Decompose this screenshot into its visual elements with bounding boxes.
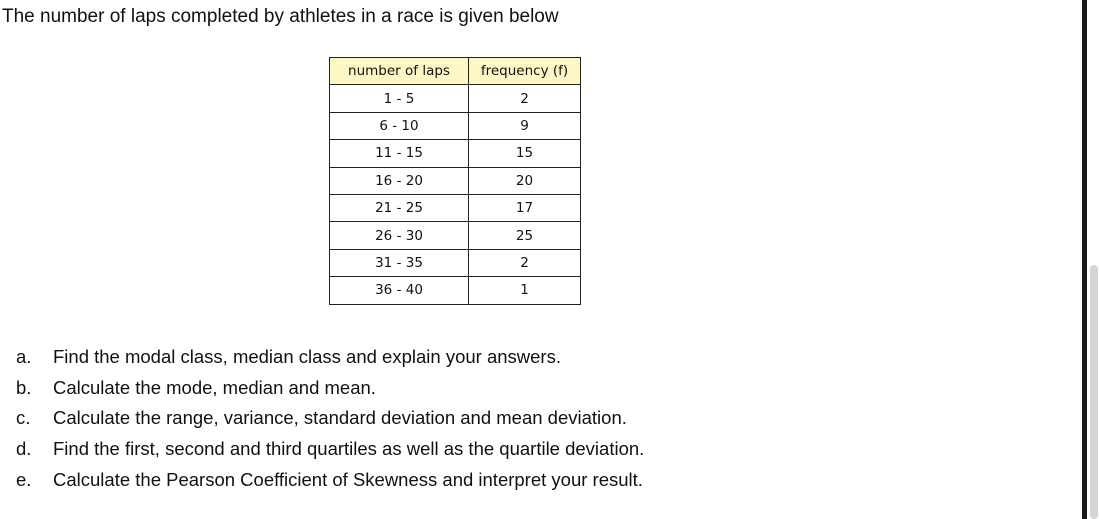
frequency-cell: 15 (469, 140, 581, 167)
table-row (330, 194, 581, 221)
scrollbar-thumb[interactable] (1090, 265, 1098, 519)
question-text: Calculate the range, variance, standard deviation and mean deviation. (53, 407, 627, 429)
table-row (330, 140, 581, 167)
question-letter: d. (16, 438, 32, 460)
question-letter: a. (16, 346, 32, 367)
question-text: Find the first, second and third quartiles as well as the quartile deviation. (53, 438, 645, 460)
table-row (330, 85, 581, 112)
question-letter: e. (16, 468, 32, 490)
frequency-cell: 2 (469, 85, 581, 112)
vertical-scrollbar[interactable] (1082, 0, 1099, 519)
question-item (16, 434, 644, 465)
frequency-cell: 25 (469, 222, 581, 249)
table-row (330, 222, 581, 249)
question-item (16, 403, 644, 434)
question-item (16, 342, 644, 373)
laps-cell: 26 - 30 (330, 222, 469, 249)
question-item (16, 465, 644, 496)
frequency-cell: 2 (469, 249, 581, 276)
laps-cell: 36 - 40 (330, 277, 469, 304)
question-letter: b. (16, 376, 32, 398)
laps-cell: 6 - 10 (330, 112, 469, 139)
table-row (330, 167, 581, 194)
question-text: Calculate the mode, median and mean. (53, 376, 376, 398)
table-row (330, 277, 581, 304)
header-number-of-laps: number of laps (330, 58, 469, 85)
question-list (16, 342, 644, 496)
page-edge-divider (1082, 0, 1087, 519)
frequency-cell: 20 (469, 167, 581, 194)
table-row (330, 249, 581, 276)
intro-text: The number of laps completed by athletes in a race is given below (2, 6, 559, 27)
laps-cell: 11 - 15 (330, 140, 469, 167)
table-header-row (330, 58, 581, 85)
question-text: Calculate the Pearson Coefficient of Skewness and interpret your result. (53, 468, 643, 490)
question-text: Find the modal class, median class and explain your answers. (53, 346, 561, 367)
laps-cell: 1 - 5 (330, 85, 469, 112)
question-letter: c. (16, 407, 31, 429)
frequency-cell: 1 (469, 277, 581, 304)
frequency-cell: 17 (469, 194, 581, 221)
question-item (16, 373, 644, 404)
laps-cell: 21 - 25 (330, 194, 469, 221)
laps-cell: 31 - 35 (330, 249, 469, 276)
frequency-cell: 9 (469, 112, 581, 139)
laps-cell: 16 - 20 (330, 167, 469, 194)
header-frequency: frequency (f) (469, 58, 581, 85)
frequency-table (329, 57, 581, 305)
table-row (330, 112, 581, 139)
